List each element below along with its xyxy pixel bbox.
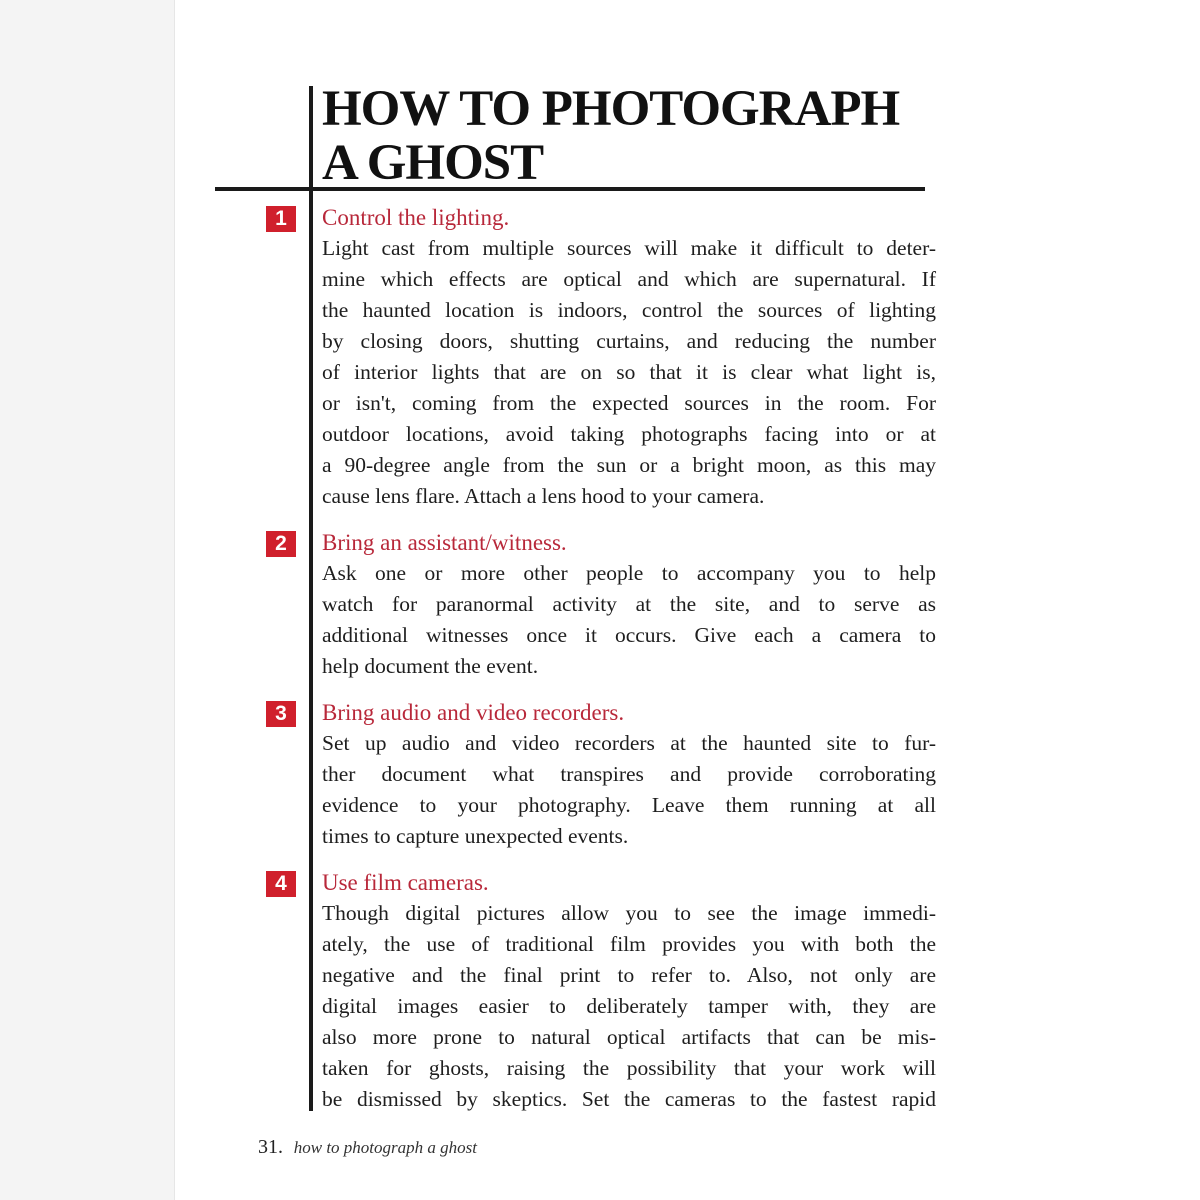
step-heading: Bring an assistant/witness. bbox=[322, 530, 567, 555]
body-line: Ask one or more other people to accompany you to help bbox=[322, 561, 936, 585]
page-title-line-1: HOW TO PHOTOGRAPH bbox=[322, 81, 900, 137]
body-line: additional witnesses once it occurs. Give each a camera to bbox=[322, 623, 936, 647]
step-3 bbox=[275, 697, 936, 852]
step-number-badge: 4 bbox=[266, 871, 296, 897]
body-line: mine which effects are optical and which are supernatural. If bbox=[322, 267, 936, 291]
body-line: digital images easier to deliberately tamper with, they are bbox=[322, 994, 936, 1018]
body-line: be dismissed by skeptics. Set the cameras to the fastest rapid bbox=[322, 1087, 936, 1111]
step-heading: Use film cameras. bbox=[322, 870, 489, 895]
step-number-badge: 2 bbox=[266, 531, 296, 557]
body-line: ther document what transpires and provide corroborating bbox=[322, 762, 936, 786]
step-number-badge: 3 bbox=[266, 701, 296, 727]
vertical-rule bbox=[309, 86, 313, 1111]
page-title bbox=[322, 82, 942, 190]
body-line: or isn't, coming from the expected sources in the room. For bbox=[322, 391, 936, 415]
body-line: a 90-degree angle from the sun or a bright moon, as this may bbox=[322, 453, 936, 477]
body-line: negative and the final print to refer to. Also, not only are bbox=[322, 963, 936, 987]
body-line: help document the event. bbox=[322, 654, 539, 678]
step-1 bbox=[275, 202, 936, 512]
step-body bbox=[322, 898, 936, 1115]
body-line: of interior lights that are on so that it is clear what light is, bbox=[322, 360, 936, 384]
body-line: watch for paranormal activity at the site, and to serve as bbox=[322, 592, 936, 616]
body-line: taken for ghosts, raising the possibility that your work will bbox=[322, 1056, 936, 1080]
page-title-line-2: A GHOST bbox=[322, 135, 544, 191]
body-line: evidence to your photography. Leave them running at all bbox=[322, 793, 936, 817]
body-line: times to capture unexpected events. bbox=[322, 824, 629, 848]
body-line: by closing doors, shutting curtains, and reducing the number bbox=[322, 329, 936, 353]
body-line: Light cast from multiple sources will make it difficult to deter- bbox=[322, 236, 936, 260]
step-heading: Bring audio and video recorders. bbox=[322, 700, 625, 725]
body-line: Set up audio and video recorders at the haunted site to fur- bbox=[322, 731, 936, 755]
step-4 bbox=[275, 867, 936, 1115]
step-2 bbox=[275, 527, 936, 682]
step-number-badge: 1 bbox=[266, 206, 296, 232]
page-margin bbox=[0, 0, 175, 1200]
body-line: cause lens flare. Attach a lens hood to your camera. bbox=[322, 484, 765, 508]
page-footer bbox=[258, 1136, 477, 1159]
body-line: the haunted location is indoors, control the sources of lighting bbox=[322, 298, 936, 322]
running-title: how to photograph a ghost bbox=[293, 1138, 477, 1157]
body-line: ately, the use of traditional film provides you with both the bbox=[322, 932, 936, 956]
step-heading: Control the lighting. bbox=[322, 205, 510, 230]
body-line: outdoor locations, avoid taking photographs facing into or at bbox=[322, 422, 936, 446]
step-body bbox=[322, 558, 936, 682]
body-line: Though digital pictures allow you to see the image immedi- bbox=[322, 901, 936, 925]
step-body bbox=[322, 233, 936, 512]
page-number: 31. bbox=[258, 1136, 283, 1158]
body-line: also more prone to natural optical artifacts that can be mis- bbox=[322, 1025, 936, 1049]
step-body bbox=[322, 728, 936, 852]
